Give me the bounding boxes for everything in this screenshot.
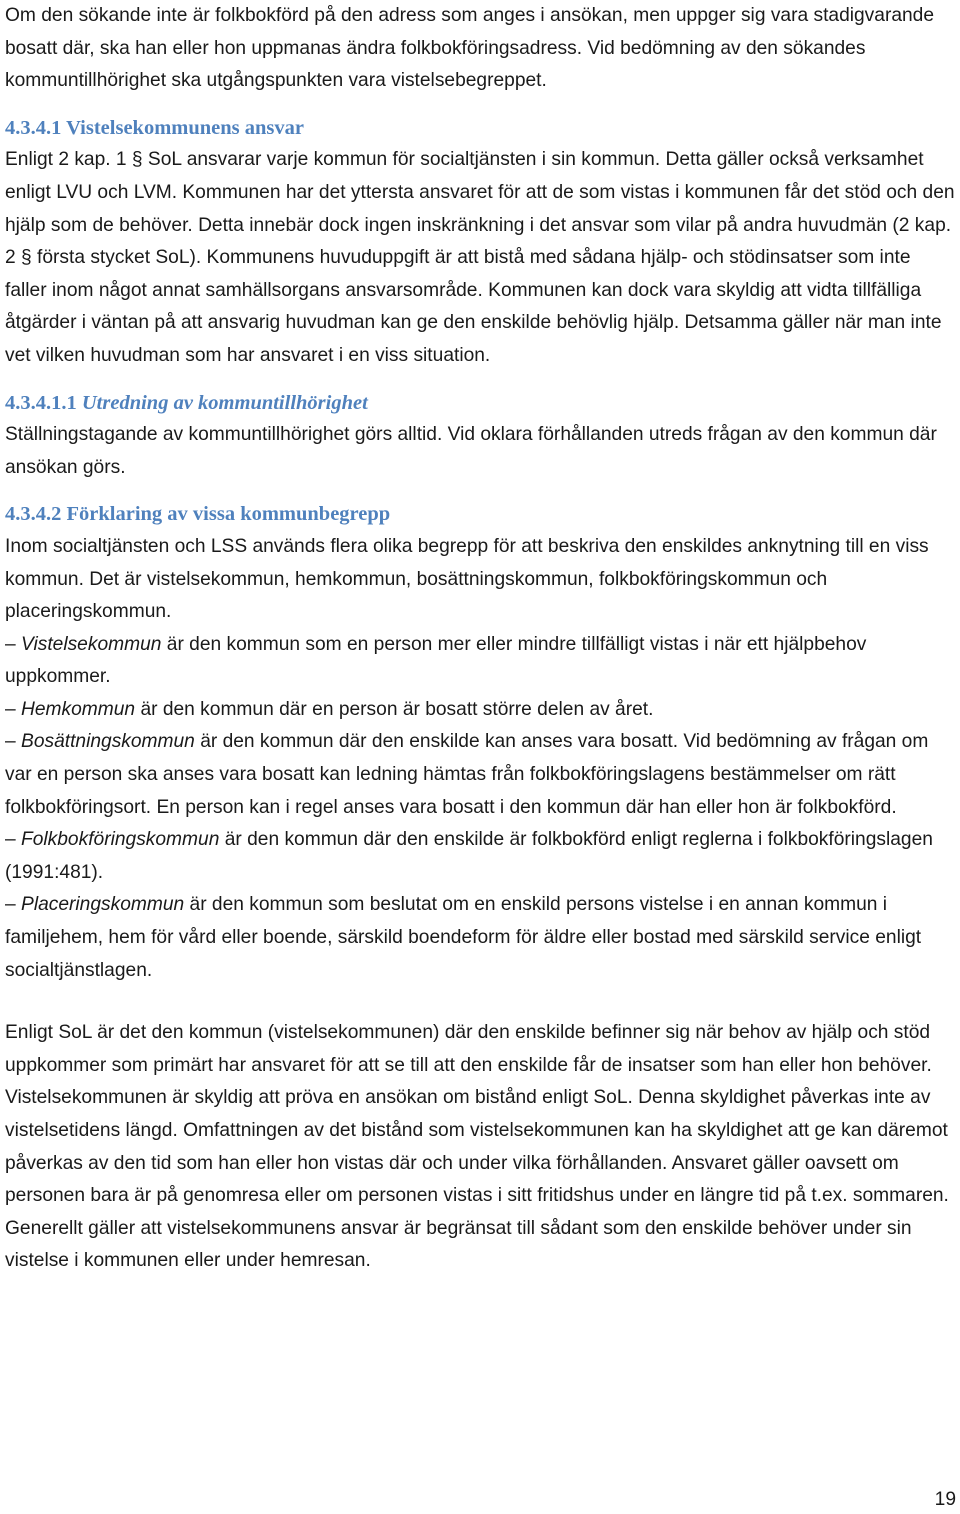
page-number: 19	[934, 1489, 956, 1510]
paragraph-43411: Ställningstagande av kommuntillhörighet görs alltid. Vid oklara förhållanden utreds frågan av den kommun där ansökan görs.	[5, 424, 937, 478]
heading-4341: 4.3.4.1 Vistelsekommunens ansvar	[5, 116, 304, 139]
definition-text: är den kommun som beslutat om en enskild persons vistelse i en annan kommun i familjehem, hem för vård eller boende, särskild boendeform för äldre eller bostad med särskild service enligt socialtjänstlagen.	[5, 894, 922, 981]
definition-item	[5, 726, 957, 824]
heading-4342: 4.3.4.2 Förklaring av vissa kommunbegrepp	[5, 503, 391, 526]
definition-term: Folkbokföringskommun	[21, 829, 220, 851]
definition-item	[5, 824, 957, 889]
definition-dash: –	[5, 698, 16, 720]
definition-item	[5, 629, 957, 694]
definition-term: Vistelsekommun	[21, 633, 162, 655]
definition-text: är den kommun där den enskilde kan anses vara bosatt. Vid bedömning av frågan om var en person ska anses vara bosatt kan ledning hämtas från folkbokföringslagens bestämmelser om rätt folkbokföringsort. En person kan i regel anses vara bosatt i den kommun där han eller hon är folkbokförd.	[5, 731, 929, 818]
closing-paragraph: Enligt SoL är det den kommun (vistelsekommunen) där den enskilde befinner sig när behov av hjälp och stöd uppkommer som primärt har ansvaret för att se till att den enskilde får de insatser som han eller hon behöver. Vistelsekommunen är skyldig att pröva en ansökan om bistånd enligt SoL. Denna skyldighet påverkas inte av vistelsetidens längd. Omfattningen av det bistånd som vistelsekommunen kan ha skyldighet att ge kan däremot påverkas av den tid som han eller hon vistas där och under vilka förhållanden. Ansvaret gäller oavsett om personen bara är på genomresa eller om personen vistas i sitt fritidshus under en längre tid på t.ex. sommaren. Generellt gäller att vistelsekommunens ansvar är begränsat till sådant som den enskilde behöver under sin vistelse i kommunen eller under hemresan.	[5, 1022, 949, 1272]
definition-text: är den kommun som en person mer eller mindre tillfälligt vistas i när ett hjälpbehov uppkommer.	[5, 633, 867, 688]
paragraph-4341: Enligt 2 kap. 1 § SoL ansvarar varje kommun för socialtjänsten i sin kommun. Detta gäller också verksamhet enligt LVU och LVM. Kommunen har det yttersta ansvaret för att de som vistas i kommunen får det stöd och den hjälp som de behöver. Detta innebär dock ingen inskränkning i det ansvar som vilar på andra huvudmän (2 kap. 2 § första stycket SoL). Kommunens huvuduppgift är att bistå med sådana hjälp- och stödinsatser som inte faller inom något annat samhällsorgans ansvarsområde. Kommunen kan dock vara skyldig att vidta tillfälliga åtgärder i väntan på att ansvarig huvudman kan ge den enskilde behövlig hjälp. Detsamma gäller när man inte vet vilken huvudman som har ansvaret i en viss situation.	[5, 149, 955, 366]
heading-43411-number: 4.3.4.1.1	[5, 391, 77, 414]
intro-paragraph: Om den sökande inte är folkbokförd på den adress som anges i ansökan, men uppger sig vara stadigvarande bosatt där, ska han eller hon uppmanas ändra folkbokföringsadress. Vid bedömning av den sökandes kommuntillhörighet ska utgångspunkten vara vistelsebegreppet.	[5, 5, 935, 92]
document-page	[5, 0, 957, 1278]
heading-43411-title: Utredning av kommuntillhörighet	[81, 391, 368, 414]
definition-text: är den kommun där den enskilde är folkbokförd enligt reglerna i folkbokföringslagen (1991:481).	[5, 829, 933, 883]
definition-term: Hemkommun	[21, 698, 136, 720]
definition-dash: –	[5, 829, 16, 851]
definition-dash: –	[5, 731, 16, 753]
paragraph-4342: Inom socialtjänsten och LSS används flera olika begrepp för att beskriva den enskildes anknytning till en viss kommun. Det är vistelsekommun, hemkommun, bosättningskommun, folkbokföringskommun och placeringskommun.	[5, 535, 929, 623]
definition-term: Placeringskommun	[21, 894, 185, 916]
heading-43411	[5, 387, 957, 420]
definition-text: är den kommun där en person är bosatt större delen av året.	[135, 698, 654, 720]
definition-item	[5, 889, 957, 987]
definition-dash: –	[5, 894, 16, 916]
definition-item	[5, 694, 957, 727]
definition-term: Bosättningskommun	[21, 731, 195, 753]
definition-dash: –	[5, 633, 16, 655]
